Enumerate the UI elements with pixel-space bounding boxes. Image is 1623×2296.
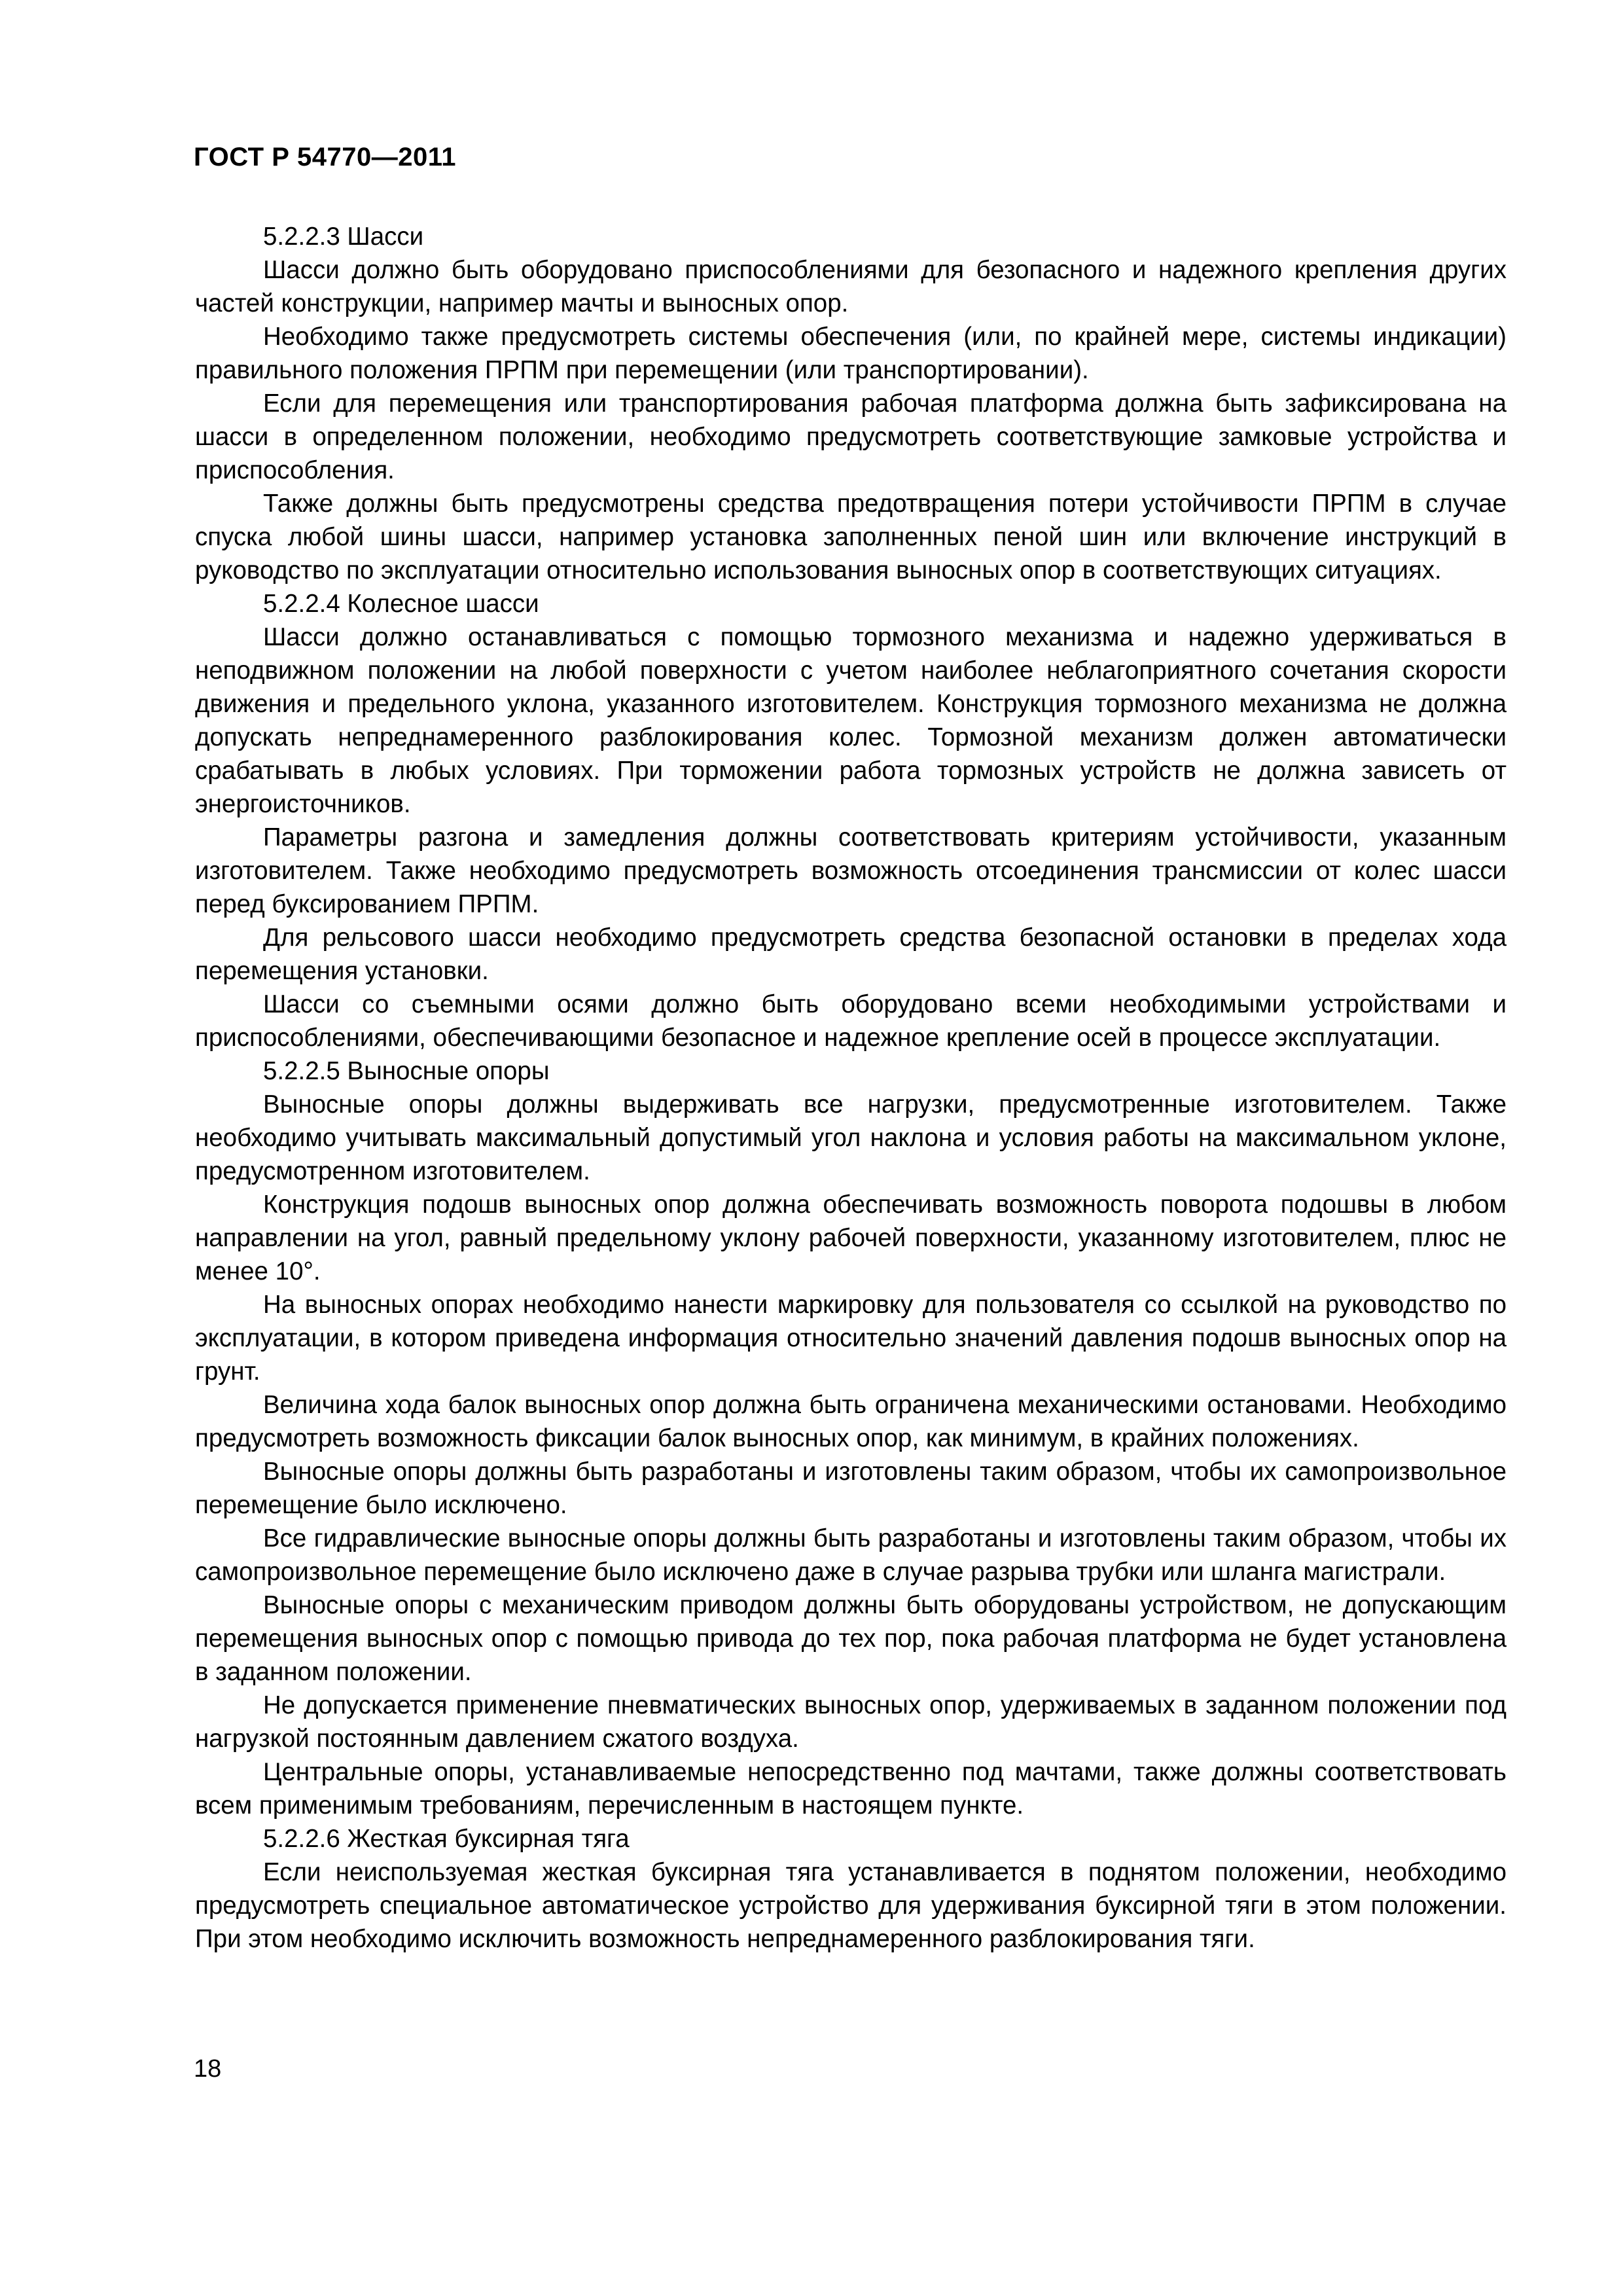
paragraph: Все гидравлические выносные опоры должны быть разработаны и изготовлены таким образом, чтобы их самопроизвольное перемещение было исключено даже в случае разрыва трубки или шланга магистрали.	[195, 1524, 1507, 1586]
paragraph: Конструкция подошв выносных опор должна обеспечивать возможность поворота подошвы в любом направлении на угол, равный предельному уклону рабочей поверхности, указанному изготовителем, плюс не менее 10°.	[195, 1191, 1507, 1285]
paragraph: Выносные опоры должны быть разработаны и изготовлены таким образом, чтобы их самопроизвольное перемещение было исключено.	[195, 1458, 1507, 1519]
paragraph: Параметры разгона и замедления должны соответствовать критериям устойчивости, указанным изготовителем. Также необходимо предусмотреть возможность отсоединения трансмиссии от колес шасси перед буксированием ПРПМ.	[195, 823, 1507, 918]
paragraph: Шасси должно быть оборудовано приспособлениями для безопасного и надежного крепления других частей конструкции, например мачты и выносных опор.	[195, 256, 1507, 317]
paragraph: Необходимо также предусмотреть системы обеспечения (или, по крайней мере, системы индикации) правильного положения ПРПМ при перемещении (или транспортировании).	[195, 323, 1507, 384]
paragraph: Если неиспользуемая жесткая буксирная тяга устанавливается в поднятом положении, необходимо предусмотреть специальное автоматическое устройство для удерживания буксирной тяги в этом положении. При этом необходимо исключить возможность непреднамеренного разблокирования тяги.	[195, 1858, 1507, 1953]
document-id-header: ГОСТ Р 54770—2011	[194, 143, 456, 171]
paragraph: Также должны быть предусмотрены средства предотвращения потери устойчивости ПРПМ в случае спуска любой шины шасси, например установка заполненных пеной шин или включение инструкций в руководство по эксплуатации относительно использования выносных опор в соответствующих ситуациях.	[195, 490, 1507, 584]
section-heading-5-2-2-4: 5.2.2.4 Колесное шасси	[263, 590, 539, 618]
paragraph: На выносных опорах необходимо нанести маркировку для пользователя со ссылкой на руководство по эксплуатации, в котором приведена информация относительно значений давления подошв выносных опор на грунт.	[195, 1291, 1507, 1386]
section-heading-5-2-2-6: 5.2.2.6 Жесткая буксирная тяга	[263, 1825, 630, 1853]
paragraph: Шасси со съемными осями должно быть оборудовано всеми необходимыми устройствами и приспособлениями, обеспечивающими безопасное и надежное крепление осей в процессе эксплуатации.	[195, 990, 1507, 1052]
paragraph: Не допускается применение пневматических выносных опор, удерживаемых в заданном положении под нагрузкой постоянным давлением сжатого воздуха.	[195, 1691, 1507, 1753]
document-body	[195, 220, 1507, 1956]
paragraph: Центральные опоры, устанавливаемые непосредственно под мачтами, также должны соответствовать всем применимым требованиям, перечисленным в настоящем пункте.	[195, 1758, 1507, 1820]
paragraph: Если для перемещения или транспортирования рабочая платформа должна быть зафиксирована на шасси в определенном положении, необходимо предусмотреть соответствующие замковые устройства и приспособления.	[195, 389, 1507, 484]
paragraph: Величина хода балок выносных опор должна быть ограничена механическими остановами. Необходимо предусмотреть возможность фиксации балок выносных опор, как минимум, в крайних положениях.	[195, 1391, 1507, 1452]
paragraph: Для рельсового шасси необходимо предусмотреть средства безопасной остановки в пределах хода перемещения установки.	[195, 924, 1507, 985]
section-heading-5-2-2-5: 5.2.2.5 Выносные опоры	[263, 1057, 550, 1085]
section-heading-5-2-2-3: 5.2.2.3 Шасси	[263, 223, 424, 251]
paragraph: Шасси должно останавливаться с помощью тормозного механизма и надежно удерживаться в неподвижном положении на любой поверхности с учетом наиболее неблагоприятного сочетания скорости движения и предельного уклона, указанного изготовителем. Конструкция тормозного механизма не должна допускать непреднамеренного разблокирования колес. Тормозной механизм должен автоматически срабатывать в любых условиях. При торможении работа тормозных устройств не должна зависеть от энергоисточников.	[195, 623, 1507, 818]
paragraph: Выносные опоры должны выдерживать все нагрузки, предусмотренные изготовителем. Также необходимо учитывать максимальный допустимый угол наклона и условия работы на максимальном уклоне, предусмотренном изготовителем.	[195, 1090, 1507, 1185]
page-number: 18	[194, 2055, 222, 2083]
paragraph: Выносные опоры с механическим приводом должны быть оборудованы устройством, не допускающим перемещения выносных опор с помощью привода до тех пор, пока рабочая платформа не будет установлена в заданном положении.	[195, 1591, 1507, 1686]
